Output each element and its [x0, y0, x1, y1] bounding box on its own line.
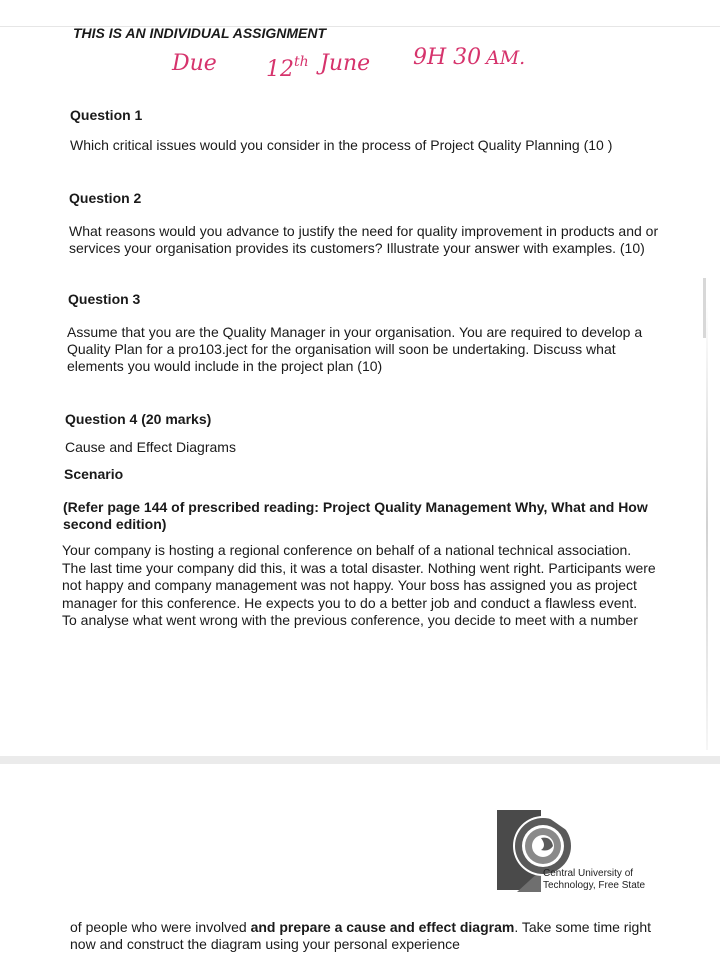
- question-2-line: services your organisation provides its customers? Illustrate your answer with examples. (10): [69, 240, 645, 256]
- scenario-line: To analyse what went wrong with the previous conference, you decide to meet with a number: [62, 612, 638, 628]
- university-name-line: Central University of: [543, 868, 634, 879]
- handwritten-due-day: [266, 50, 309, 82]
- due-day-number: 12: [266, 57, 294, 82]
- question-1-heading: Question 1: [70, 107, 143, 123]
- question-1-text: Which critical issues would you consider in the process of Project Quality Planning (10 ): [70, 137, 613, 153]
- scenario-line: not happy and company management was not happy. Your boss has assigned you as project: [62, 577, 637, 593]
- handwritten-due-ampm: AM.: [486, 47, 526, 69]
- continuation-line-1: [70, 919, 651, 935]
- scenario-line: manager for this conference. He expects you to do a better job and conduct a flawless event.: [62, 594, 638, 611]
- university-name-line: Technology, Free State: [543, 880, 646, 891]
- question-3-heading: Question 3: [68, 291, 141, 307]
- scenario-line: Your company is hosting a regional conference on behalf of a national technical association.: [62, 542, 632, 558]
- question-2-heading: Question 2: [69, 190, 142, 206]
- scan-edge-shadow: [706, 300, 708, 750]
- continuation-text: . Take some time right: [514, 919, 652, 935]
- question-4-heading: Question 4 (20 marks): [65, 411, 212, 427]
- handwritten-due-word: Due: [172, 51, 217, 76]
- continuation-text: of people who were involved: [70, 919, 251, 935]
- question-3-line: Assume that you are the Quality Manager in your organisation. You are required to develop a: [67, 324, 643, 340]
- scenario-line: The last time your company did this, it was a total disaster. Nothing went right. Participants were: [62, 559, 656, 576]
- question-3-line: elements you would include in the project plan (10): [67, 358, 383, 374]
- continuation-line-2: now and construct the diagram using your personal experience: [70, 936, 460, 952]
- scenario-label: Scenario: [64, 466, 124, 482]
- question-2-body: [69, 223, 673, 257]
- question-3-body: [67, 324, 673, 375]
- question-4-subheading: Cause and Effect Diagrams: [65, 439, 236, 455]
- question-4-reference: [63, 499, 671, 533]
- question-2-line: What reasons would you advance to justify the need for quality improvement in products and or: [69, 223, 659, 239]
- assignment-note: THIS IS AN INDIVIDUAL ASSIGNMENT: [73, 25, 327, 41]
- page-separator: [0, 756, 720, 764]
- university-name: [543, 868, 645, 892]
- handwritten-due-time: 9H 30: [413, 45, 482, 70]
- handwritten-due-month: June: [320, 51, 371, 76]
- due-day-suffix: th: [294, 54, 309, 70]
- question-3-line: Quality Plan for a pro103.ject for the organisation will soon be undertaking. Discuss what: [67, 341, 616, 357]
- continuation-emphasis: and prepare a cause and effect diagram: [250, 919, 515, 935]
- reference-line: second edition): [63, 516, 167, 532]
- reference-line: (Refer page 144 of prescribed reading: Project Quality Management Why, What and How: [63, 499, 648, 515]
- scenario-body: [62, 542, 672, 630]
